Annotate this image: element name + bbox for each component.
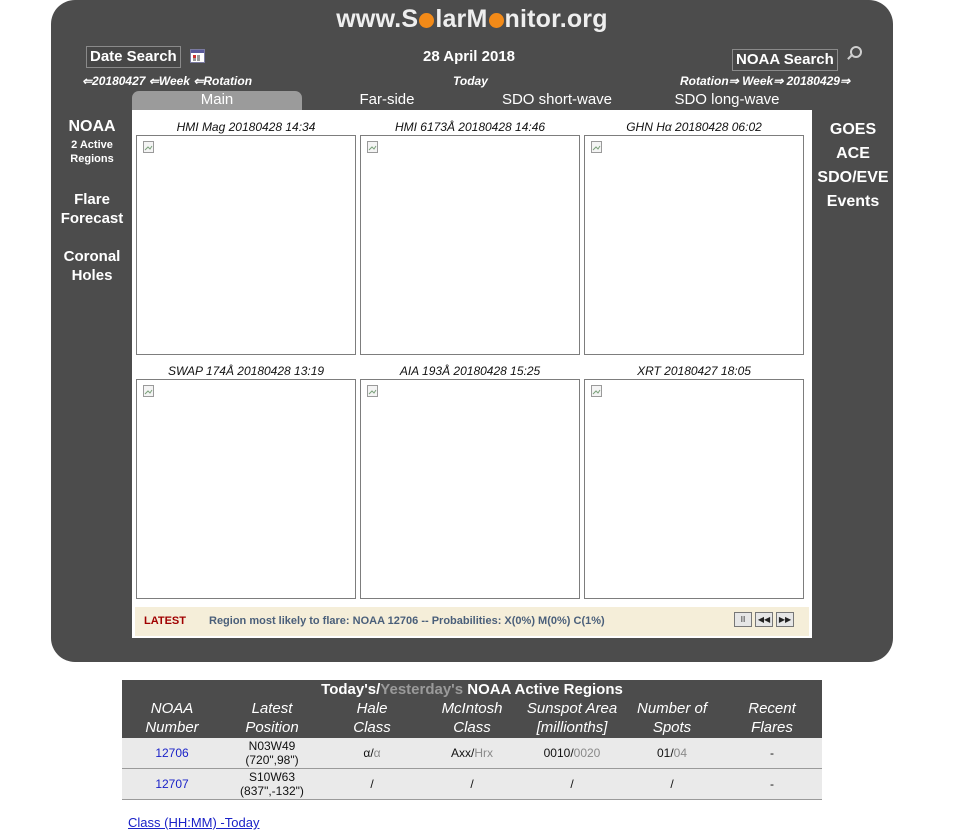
mcintosh-cell: /: [470, 777, 474, 791]
sidebar-events-link[interactable]: Events: [826, 193, 880, 210]
swap-image[interactable]: [136, 379, 356, 599]
tab-sdo-long-wave[interactable]: SDO long-wave: [674, 91, 780, 108]
table-row: [122, 738, 822, 769]
col-number-of-spots: Number of Spots: [636, 700, 708, 736]
next-date-link[interactable]: 20180429⇒: [786, 74, 851, 88]
today-link[interactable]: Today: [453, 74, 488, 88]
area-cell: /: [570, 777, 574, 791]
image-caption: XRT 20180427 18:05: [637, 364, 751, 378]
mcintosh-cell: Axx/ Hrx: [450, 746, 493, 760]
ticker-label: LATEST: [144, 615, 186, 627]
prev-date-link[interactable]: ⇐20180427: [82, 74, 146, 88]
sidebar-noaa-link[interactable]: NOAA: [68, 118, 116, 135]
spots-cell: /: [670, 777, 674, 791]
tab-sdo-short-wave[interactable]: SDO short-wave: [501, 91, 613, 108]
previous-button[interactable]: ◀◀: [755, 612, 773, 627]
left-sidebar: [55, 118, 129, 285]
image-caption: HMI 6173Å 20180428 14:46: [394, 120, 546, 134]
table-title: [122, 681, 822, 698]
nav-prev: [82, 74, 252, 88]
flares-cell: -: [770, 746, 774, 760]
logo-text-1: www.S: [336, 5, 419, 33]
active-regions-table: [122, 680, 822, 800]
xrt-image[interactable]: [584, 379, 804, 599]
ghn-halpha-image[interactable]: [584, 135, 804, 355]
image-caption: SWAP 174Å 20180428 13:19: [167, 364, 325, 378]
sidebar-flare-forecast-link[interactable]: [55, 190, 129, 228]
table-row: [122, 769, 822, 800]
area-cell: 0010/ 0020: [543, 746, 601, 760]
broken-image-icon: [143, 385, 155, 397]
hmi-mag-image[interactable]: [136, 135, 356, 355]
region-link[interactable]: 12706: [155, 746, 189, 760]
broken-image-icon: [591, 385, 603, 397]
flare-class-today-link[interactable]: Class (HH:MM) -Today: [128, 815, 260, 830]
col-noaa-number: NOAA Number: [145, 700, 199, 736]
broken-image-icon: [367, 385, 379, 397]
ticker-text[interactable]: Region most likely to flare: NOAA 12706 -- Probabilities: X(0%) M(0%) C(1%): [209, 615, 605, 627]
position-cell: S10W63 (837",-132"): [240, 770, 304, 798]
sidebar-ace-link[interactable]: ACE: [836, 145, 870, 162]
active-regions-line2: Regions: [70, 153, 114, 165]
sidebar-sdo-eve-link[interactable]: SDO/EVE: [817, 169, 889, 186]
region-number-cell: [122, 738, 222, 768]
col-latest-position: Latest Position: [245, 700, 299, 736]
broken-image-icon: [591, 141, 603, 153]
spots-cell: 01/ 04: [656, 746, 688, 760]
noaa-search-button[interactable]: NOAA Search: [732, 49, 838, 71]
aia-193-image[interactable]: [360, 379, 580, 599]
position-cell: N03W49 (720",98"): [245, 739, 299, 767]
tab-main[interactable]: Main: [132, 91, 302, 110]
news-ticker: [135, 607, 809, 636]
col-hale-class: Hale Class: [353, 700, 391, 736]
image-caption: GHN Hα 20180428 06:02: [626, 120, 762, 134]
title-yesterday-link[interactable]: Yesterday's: [380, 681, 464, 698]
prev-rotation-link[interactable]: ⇐Rotation: [193, 74, 253, 88]
hmi-continuum-image[interactable]: [360, 135, 580, 355]
calendar-icon[interactable]: [190, 49, 205, 63]
nav-next: [680, 74, 850, 88]
right-sidebar: [814, 118, 892, 214]
flare-line1: Flare: [74, 191, 110, 208]
active-regions-line1: 2 Active: [71, 139, 113, 151]
active-regions-count[interactable]: [55, 138, 129, 166]
sidebar-coronal-holes-link[interactable]: [55, 247, 129, 285]
region-number-cell: [122, 769, 222, 799]
coronal-line2: Holes: [71, 267, 113, 284]
tab-far-side[interactable]: Far-side: [359, 91, 415, 108]
sidebar-goes-link[interactable]: GOES: [829, 121, 877, 138]
table-header: [122, 680, 822, 738]
logo-text-3: nitor.org: [504, 5, 608, 33]
next-week-link[interactable]: Week⇒: [742, 74, 784, 88]
col-recent-flares: Recent Flares: [748, 700, 796, 736]
broken-image-icon: [367, 141, 379, 153]
broken-image-icon: [143, 141, 155, 153]
col-sunspot-area: Sunspot Area [millionths]: [526, 700, 618, 736]
tab-bar: [132, 91, 812, 110]
site-logo[interactable]: [51, 5, 893, 34]
hale-cell: /: [370, 777, 374, 791]
flare-line2: Forecast: [60, 210, 124, 227]
prev-week-link[interactable]: ⇐Week: [148, 74, 190, 88]
image-caption: AIA 193Å 20180428 15:25: [399, 364, 541, 378]
search-icon[interactable]: [850, 46, 862, 58]
col-mcintosh-class: McIntosh Class: [441, 700, 503, 736]
coronal-line1: Coronal: [63, 248, 121, 265]
flares-cell: -: [770, 777, 774, 791]
title-rest: NOAA Active Regions: [463, 681, 623, 698]
pause-button[interactable]: II: [734, 612, 752, 627]
logo-text-2: larM: [435, 5, 488, 33]
title-today: Today's/: [321, 681, 381, 698]
date-search-button[interactable]: Date Search: [86, 46, 181, 68]
hale-cell: α/ α: [363, 746, 381, 760]
next-button[interactable]: ▶▶: [776, 612, 794, 627]
image-caption: HMI Mag 20180428 14:34: [176, 120, 316, 134]
date-title: 28 April 2018: [423, 48, 515, 65]
region-link[interactable]: 12707: [155, 777, 189, 791]
next-rotation-link[interactable]: Rotation⇒: [680, 74, 739, 88]
sun-dot-icon: [419, 13, 434, 28]
sun-dot-icon: [489, 13, 504, 28]
